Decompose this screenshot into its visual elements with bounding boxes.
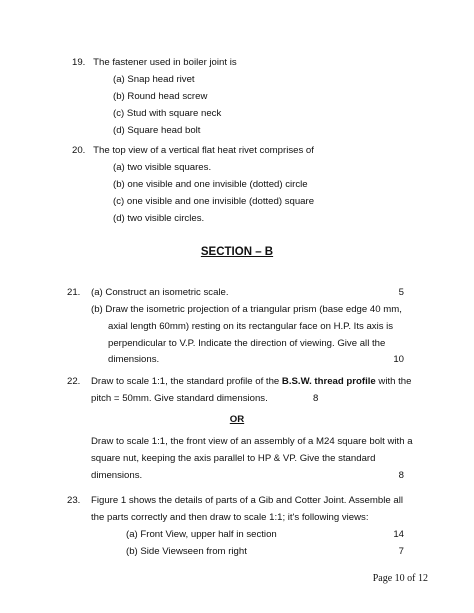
question-number: 20. [72,145,86,156]
question-23-part-a: (a) Front View, upper half in section [126,529,277,540]
question-text: with the [375,376,412,387]
or-divider: OR [229,414,245,425]
question-text: Draw to scale 1:1, the standard profile of the [91,376,282,387]
question-21-part-a: (a) Construct an isometric scale. [91,287,229,298]
question-22-alt-line-1: Draw to scale 1:1, the front view of an assembly of a M24 square bolt with a [91,436,413,447]
question-21-part-b-line-3: perpendicular to V.P. Indicate the direction of viewing. Give all the [108,338,386,349]
question-21-part-b-line-1: (b) Draw the isometric projection of a triangular prism (base edge 40 mm, [91,304,402,315]
section-title-text: SECTION – B [200,246,274,258]
option-d: (d) two visible circles. [113,213,205,224]
question-number: 19. [72,57,86,68]
question-19 [72,57,237,68]
marks: 8 [398,470,404,481]
marks: 7 [398,546,404,557]
option-a: (a) two visible squares. [113,162,212,173]
marks: 5 [398,287,404,298]
section-title [0,246,474,258]
option-d: (d) Square head bolt [113,125,201,136]
question-23-part-b: (b) Side Viewseen from right [126,546,247,557]
option-b: (b) one visible and one invisible (dotted) circle [113,179,308,190]
option-b: (b) Round head screw [113,91,208,102]
option-a: (a) Snap head rivet [113,74,195,85]
question-21-part-b-line-2: axial length 60mm) resting on its rectangular face on H.P. Its axis is [108,321,394,332]
question-23-line-1: Figure 1 shows the details of parts of a Gib and Cotter Joint. Assemble all [91,495,403,506]
question-22-alt-line-3: dimensions. [91,470,143,481]
question-21-number: 21. [67,287,81,298]
question-20 [72,145,314,156]
question-22-alt-line-2: square nut, keeping the axis parallel to HP & VP. Give the standard [91,453,376,464]
page-number: Page 10 of 12 [372,573,428,584]
question-22-line-1 [91,376,411,387]
question-22-line-2: pitch = 50mm. Give standard dimensions. [91,393,268,404]
question-text: The fastener used in boiler joint is [93,57,237,68]
bold-term: B.S.W. thread profile [281,376,376,387]
option-c: (c) Stud with square neck [113,108,222,119]
question-23-number: 23. [67,495,81,506]
question-23-line-2: the parts correctly and then draw to scale 1:1; it's following views: [91,512,369,523]
option-c: (c) one visible and one invisible (dotted) square [113,196,315,207]
question-text: The top view of a vertical flat heat rivet comprises of [93,145,314,156]
marks: 8 [313,393,319,404]
marks: 10 [393,354,404,365]
question-21-part-b-line-4: dimensions. [108,354,160,365]
marks: 14 [393,529,404,540]
question-22-number: 22. [67,376,81,387]
